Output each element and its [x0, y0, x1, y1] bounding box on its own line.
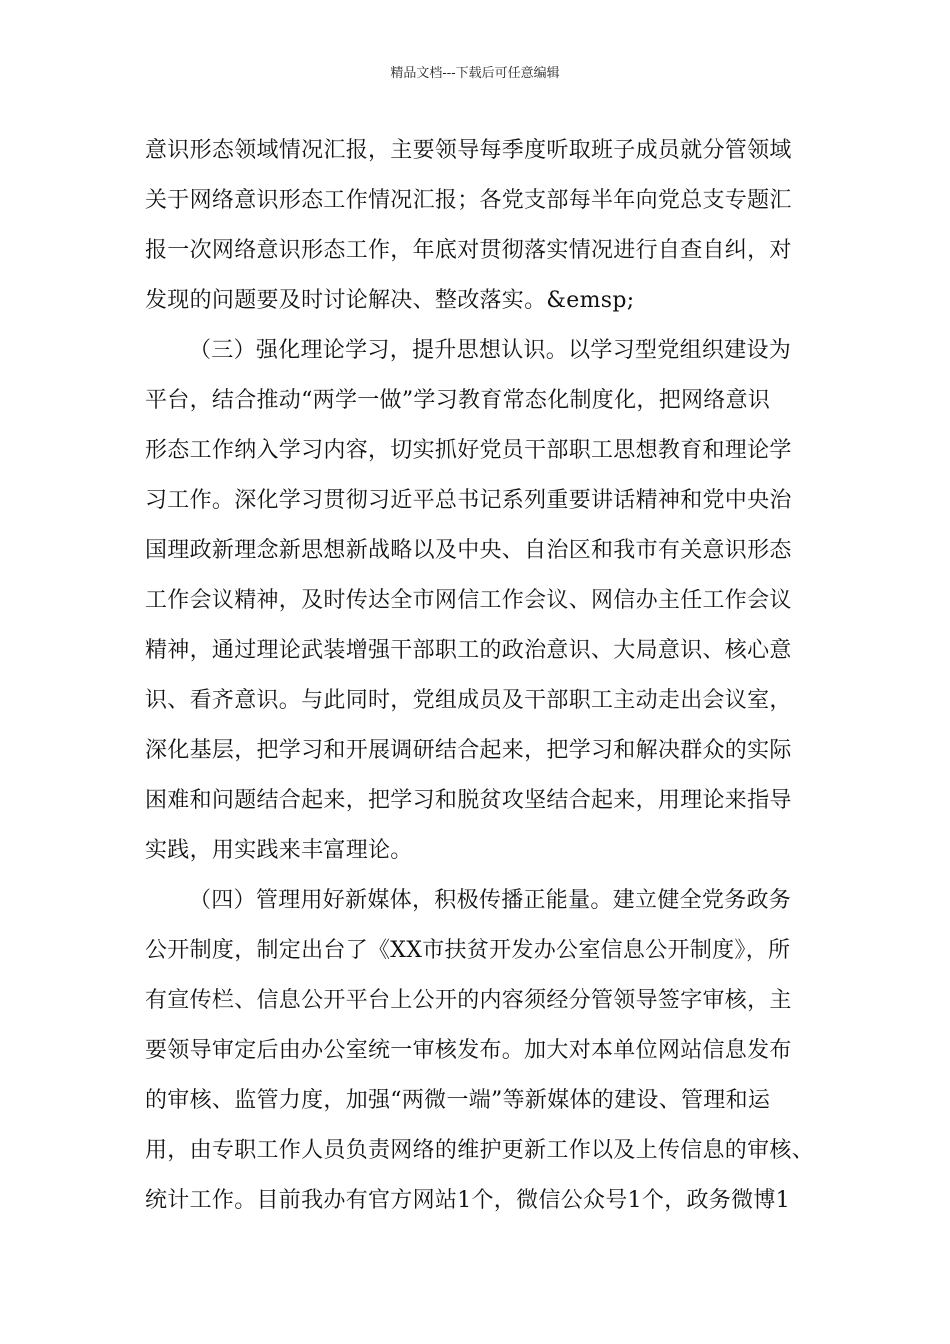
text-line: 习工作。深化学习贯彻习近平总书记系列重要讲话精神和党中央治 — [145, 488, 792, 513]
text-line: 公开制度，制定出台了《XX市扶贫开发办公室信息公开制度》，所 — [145, 938, 791, 963]
text-line: 工作会议精神，及时传达全市网信工作会议、网信办主任工作会议 — [145, 588, 792, 613]
document-body — [145, 126, 817, 1226]
text-line: 报一次网络意识形态工作，年底对贯彻落实情况进行自查自纠，对 — [145, 238, 792, 263]
paragraph-start-line: （四）管理用好新媒体，积极传播正能量。建立健全党务政务 — [189, 888, 792, 913]
text-line: 困难和问题结合起来，把学习和脱贫攻坚结合起来，用理论来指导 — [145, 788, 792, 813]
text-line: 形态工作纳入学习内容，切实抓好党员干部职工思想教育和理论学 — [145, 438, 792, 463]
text-line: 精神，通过理论武装增强干部职工的政治意识、大局意识、核心意 — [145, 638, 792, 663]
text-line: 深化基层，把学习和开展调研结合起来，把学习和解决群众的实际 — [145, 738, 792, 763]
text-line: 意识形态领域情况汇报，主要领导每季度听取班子成员就分管领域 — [145, 138, 792, 163]
text-line: 实践，用实践来丰富理论。 — [145, 838, 413, 863]
text-line: 识、看齐意识。与此同时，党组成员及干部职工主动走出会议室， — [145, 688, 792, 713]
text-line: 发现的问题要及时讨论解决、整改落实。&emsp; — [145, 288, 635, 313]
page-header: 精品文档---下载后可任意编辑 — [390, 66, 560, 81]
text-line: 有宣传栏、信息公开平台上公开的内容须经分管领导签字审核，主 — [145, 988, 792, 1013]
text-line: 的审核、监管力度，加强“两微一端”等新媒体的建设、管理和运 — [145, 1088, 771, 1113]
text-line: 关于网络意识形态工作情况汇报；各党支部每半年向党总支专题汇 — [145, 188, 792, 213]
text-line: 国理政新理念新思想新战略以及中央、自治区和我市有关意识形态 — [145, 538, 792, 563]
text-line: 统计工作。目前我办有官方网站1个，微信公众号1个，政务微博1 — [145, 1188, 790, 1213]
paragraph-start-line: （三）强化理论学习，提升思想认识。以学习型党组织建设为 — [189, 338, 792, 363]
text-line: 用，由专职工作人员负责网络的维护更新工作以及上传信息的审核、 — [145, 1138, 815, 1163]
text-line: 要领导审定后由办公室统一审核发布。加大对本单位网站信息发布 — [145, 1038, 792, 1063]
text-line: 平台，结合推动“两学一做”学习教育常态化制度化，把网络意识 — [145, 388, 771, 413]
